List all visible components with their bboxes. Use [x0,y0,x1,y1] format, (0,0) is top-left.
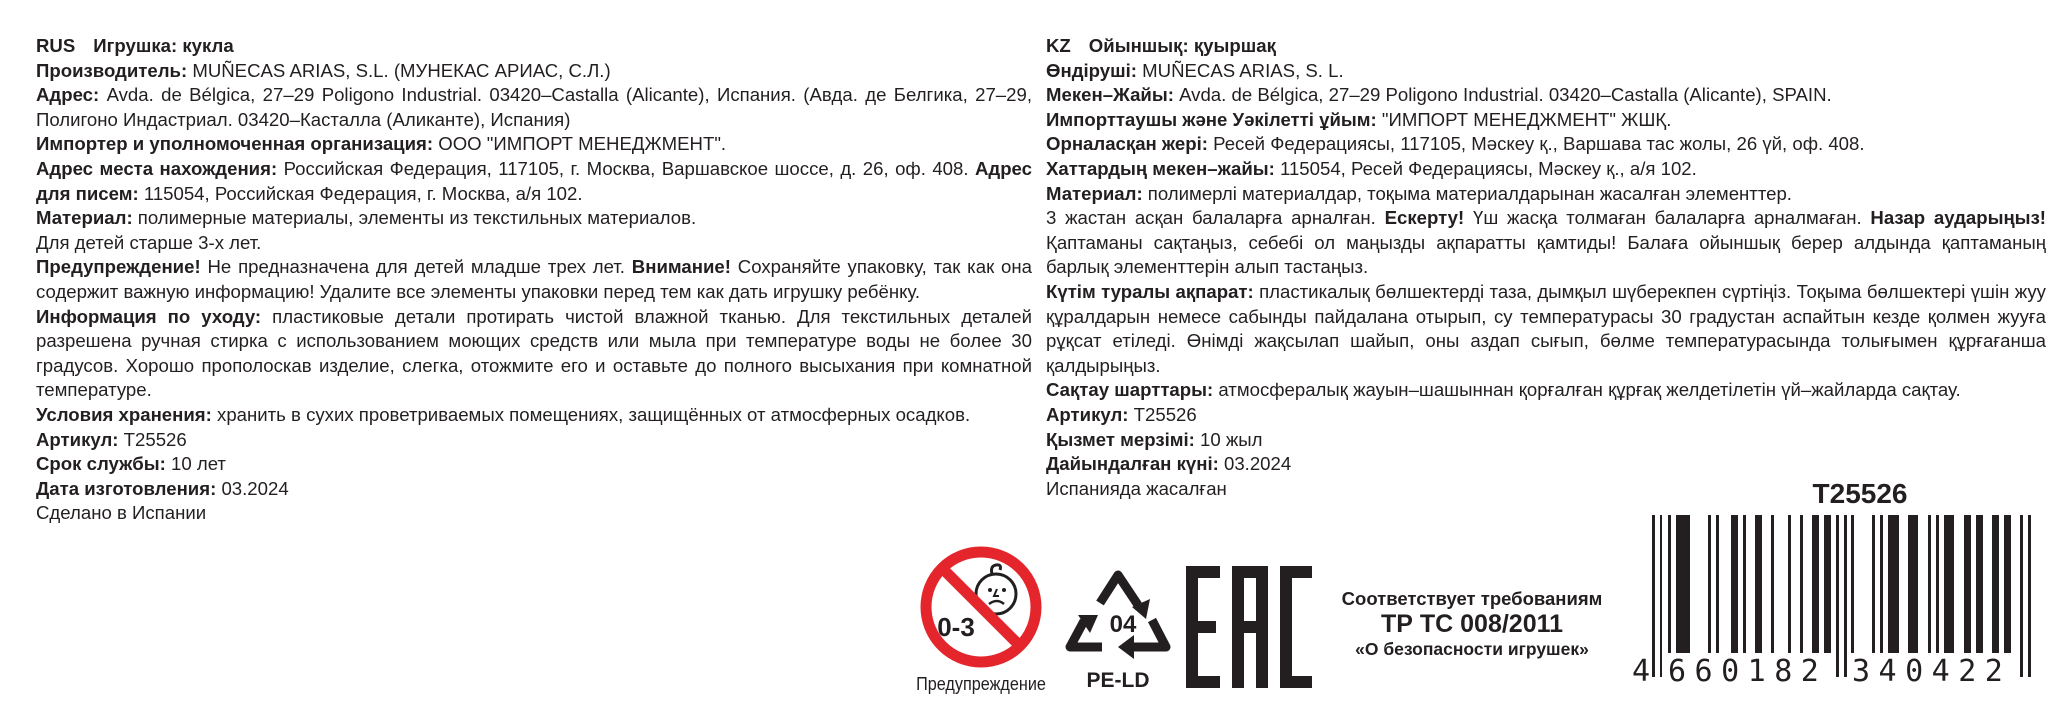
rus-language-code: RUS [36,35,76,56]
kz-importer: Импорттаушы және Уәкілетті ұйым: "ИМПОРТ МЕНЕДЖМЕНТ" ЖШҚ. [1046,108,1672,130]
rus-importer: Импортер и уполномоченная организация: ООО "ИМПОРТ МЕНЕДЖМЕНТ". [36,133,727,155]
recycling-code: 04 [1109,611,1137,638]
russian-label-section [36,34,1032,526]
rus-service-life: Срок службы: 10 лет [36,453,226,475]
barcode-digits-left: 660182 [1668,654,1828,689]
kz-origin: Испанияда жасалған [1046,477,1227,499]
rus-title-line [36,34,1032,59]
rus-product-title: Игрушка: кукла [93,35,234,56]
kz-manufacturer: Өндіруші: MUÑECAS ARIAS, S. L. [1046,59,1344,81]
svg-text:0-3: 0-3 [937,612,975,642]
rus-storage: Условия хранения: хранить в сухих проветриваемых помещениях, защищённых от атмосферных осадков. [36,403,971,425]
kz-service-life: Қызмет мерзімі: 10 жыл [1046,428,1263,450]
rus-manufacture-date: Дата изготовления: 03.2024 [36,477,289,499]
kz-care-info: Күтім туралы ақпарат: пластикалық бөлшектерді таза, дымқыл шүберекпен сүртіңіз. Тоқыма бөлшектері үшін жуу құралдарын немесе сабынды пайдалана отырып, су температурасы 30 градустан аспайтын кезде қолмен жууға рұқсат етіледі. Өнімді жақсылап шайып, оны аздап сығып, бөлме температурасында толығымен құрғағанша қалдырыңыз. [1046,280,2046,376]
certification-statement [1322,588,1622,660]
recycling-block [1062,565,1174,695]
rus-material: Материал: полимерные материалы, элементы из текстильных материалов. [36,207,697,229]
ean13-barcode [1632,470,2066,720]
rus-care-info: Информация по уходу: пластиковые детали протирать чистой влажной тканью. Для текстильных деталей разрешена ручная стирка с использованием моющих средств или мыла при температуре воды не более 30 градусов. Хорошо прополоскав изделие, слегка, отожмите его и оставьте до полного высыхания при комнатной температуре. [36,305,1033,401]
recycling-material: PE-LD [1086,669,1150,692]
cert-line-1: Соответствует требованиям [1341,588,1603,609]
rus-warning: Предупреждение! Не предназначена для детей младше трех лет. Внимание! Сохраняйте упаковку, так как она содержит важную информацию! Удалите все элементы упаковки перед тем как дать игрушку ребёнку. [36,256,1032,302]
kz-article: Артикул: T25526 [1046,403,1197,425]
kz-storage: Сақтау шарттары: атмосфералық жауын–шашыннан қорғалған құрғақ желдетілетін үй–жайларда сақтау. [1046,379,1961,401]
kz-warning: 3 жастан асқан балаларға арналған. Ескерту! Үш жасқа толмаған балаларға арналмаған. Назар аударыңыз! Қаптаманы сақтаңыз, себебі ол маңызды ақпаратты қамтиды! Балаға ойыншық берер алдында қаптаманың барлық элементтерін алып тастаңыз. [1046,207,2046,278]
rus-manufacturer: Производитель: MUÑECAS ARIAS, S.L. (МУНЕКАС АРИАС, С.Л.) [36,59,611,81]
rus-address: Адрес: Avda. de Bélgica, 27–29 Poligono Industrial. 03420–Castalla (Alicante), Испания. (Авда. де Белгика, 27–29, Полигоно Индастриал. 03420–Касталла (Аликанте), Испания) [36,84,1032,130]
no-children-0-3-icon [918,544,1044,670]
rus-article: Артикул: T25526 [36,428,187,450]
age-warning-block [918,544,1044,694]
cert-standard: ТР ТС 008/2011 [1380,610,1564,638]
rus-age-note: Для детей старше 3-х лет. [36,231,262,253]
cert-line-3: «О безопасности игрушек» [1355,639,1589,659]
kazakh-label-section [1046,34,2046,501]
age-warning-caption: Предупреждение [916,674,1046,694]
kz-product-title: Ойыншық: қуыршақ [1088,35,1276,56]
kz-mail-address: Хаттардың мекен–жайы: 115054, Ресей Федерациясы, Мәскеу қ., а/я 102. [1046,157,1697,179]
barcode-article: T25526 [1812,478,1908,509]
kz-title-line [1046,34,2046,59]
eac-mark-icon [1186,566,1312,688]
kz-location: Орналасқан жері: Ресей Федерациясы, 117105, Мәскеу қ., Варшава тас жолы, 26 үй, оф. 408. [1046,133,1865,155]
kz-material: Материал: полимерлі материалдар, тоқыма материалдарынан жасалған элементтер. [1046,182,1792,204]
rus-location-address: Адрес места нахождения: Российская Федерация, 117105, г. Москва, Варшавское шоссе, д. 26, оф. 408. Адрес для писем: 115054, Российская Федерация, г. Москва, а/я 102. [36,157,1032,204]
barcode-first-digit: 4 [1632,654,1659,689]
barcode-digits-right: 340422 [1852,654,2012,689]
kz-address: Мекен–Жайы: Avda. de Bélgica, 27–29 Poligono Industrial. 03420–Castalla (Alicante), SPAIN. [1046,84,1832,106]
kz-language-code: KZ [1046,35,1071,56]
rus-origin: Сделано в Испании [36,502,207,524]
kz-manufacture-date: Дайындалған күні: 03.2024 [1046,453,1292,475]
